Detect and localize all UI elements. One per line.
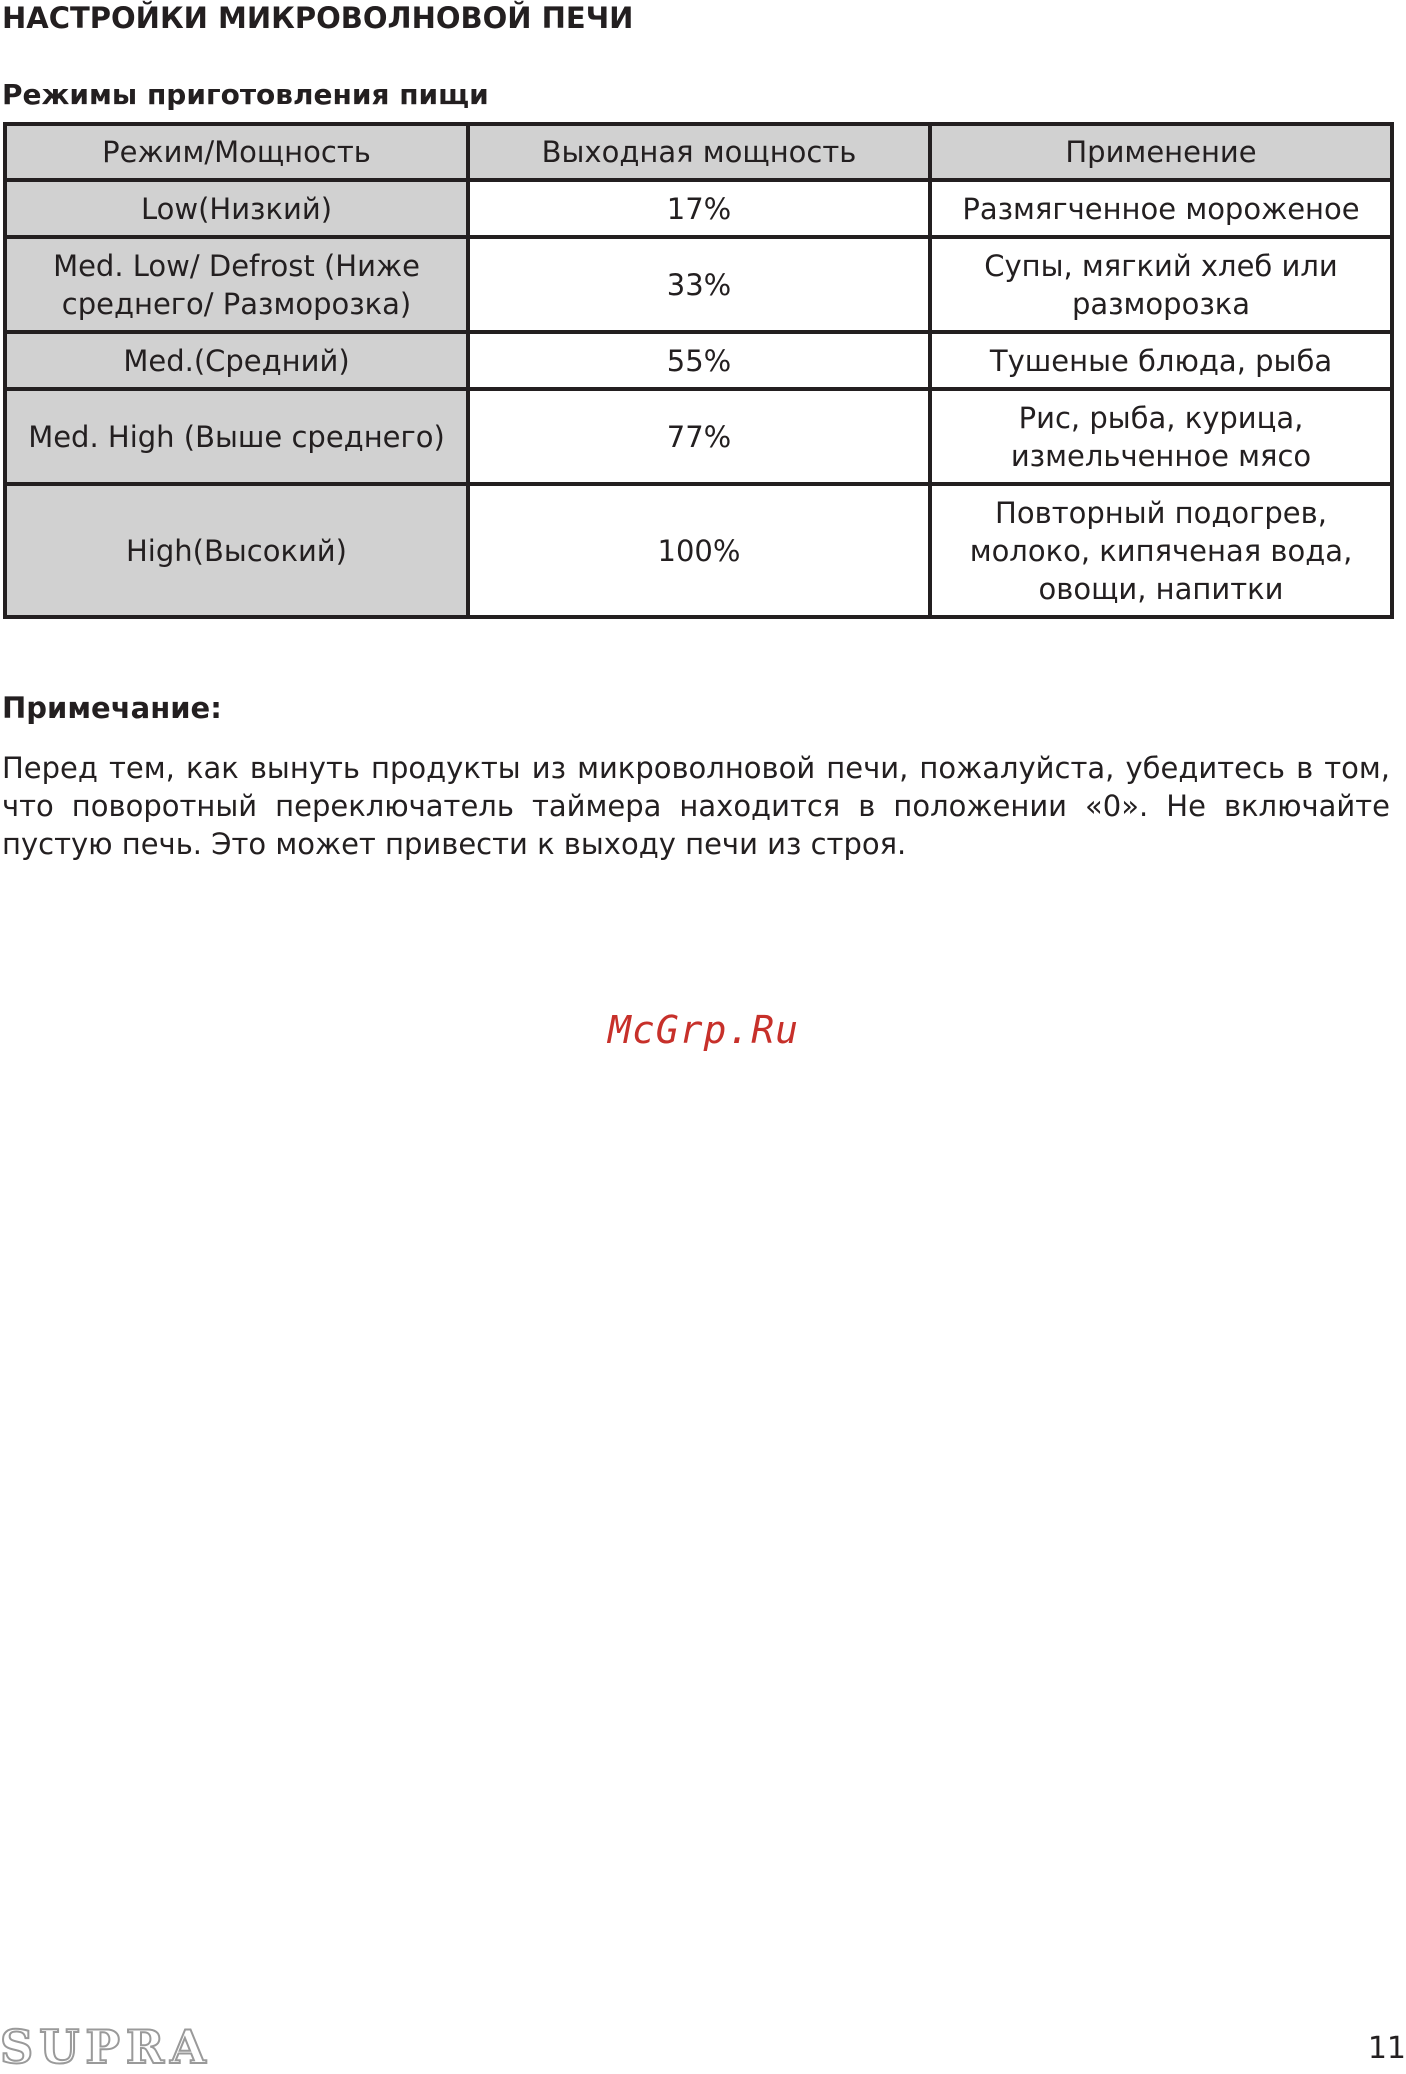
column-header-use: Применение [930,124,1392,180]
brand-logo: SUPRA [0,2020,212,2074]
use-cell: Повторный подогрев, молоко, кипяченая вода, овощи, напитки [930,484,1392,617]
column-header-power: Выходная мощность [468,124,930,180]
mode-cell: Med. High (Выше среднего) [5,389,468,484]
use-cell: Супы, мягкий хлеб или разморозка [930,237,1392,332]
note-text: Перед тем, как вынуть продукты из микроволновой печи, пожалуйста, убедитесь в том, что поворотный переключатель таймера находится в положении «0». Не включайте пустую печь. Это может привести к выходу печи из строя. [2,751,1390,861]
cooking-modes-table [3,122,1394,619]
note-title: Примечание: [2,691,222,725]
power-cell: 100% [468,484,930,617]
column-header-mode: Режим/Мощность [5,124,468,180]
use-cell: Размягченное мороженое [930,180,1392,237]
table-header-row [5,124,1392,180]
mode-cell: High(Высокий) [5,484,468,617]
watermark: McGrp.Ru [608,1008,800,1052]
table-row [5,180,1392,237]
page-number: 11 [1367,2031,1406,2066]
page-title: НАСТРОЙКИ МИКРОВОЛНОВОЙ ПЕЧИ [2,1,634,35]
section-title: Режимы приготовления пищи [2,78,489,111]
use-cell: Тушеные блюда, рыба [930,332,1392,389]
power-cell: 55% [468,332,930,389]
mode-cell: Med.(Средний) [5,332,468,389]
use-cell: Рис, рыба, курица, измельченное мясо [930,389,1392,484]
power-cell: 33% [468,237,930,332]
table-row [5,389,1392,484]
power-cell: 77% [468,389,930,484]
power-cell: 17% [468,180,930,237]
table-row [5,332,1392,389]
table-row [5,237,1392,332]
table-row [5,484,1392,617]
mode-cell: Med. Low/ Defrost (Ниже среднего/ Разморозка) [5,237,468,332]
mode-cell: Low(Низкий) [5,180,468,237]
